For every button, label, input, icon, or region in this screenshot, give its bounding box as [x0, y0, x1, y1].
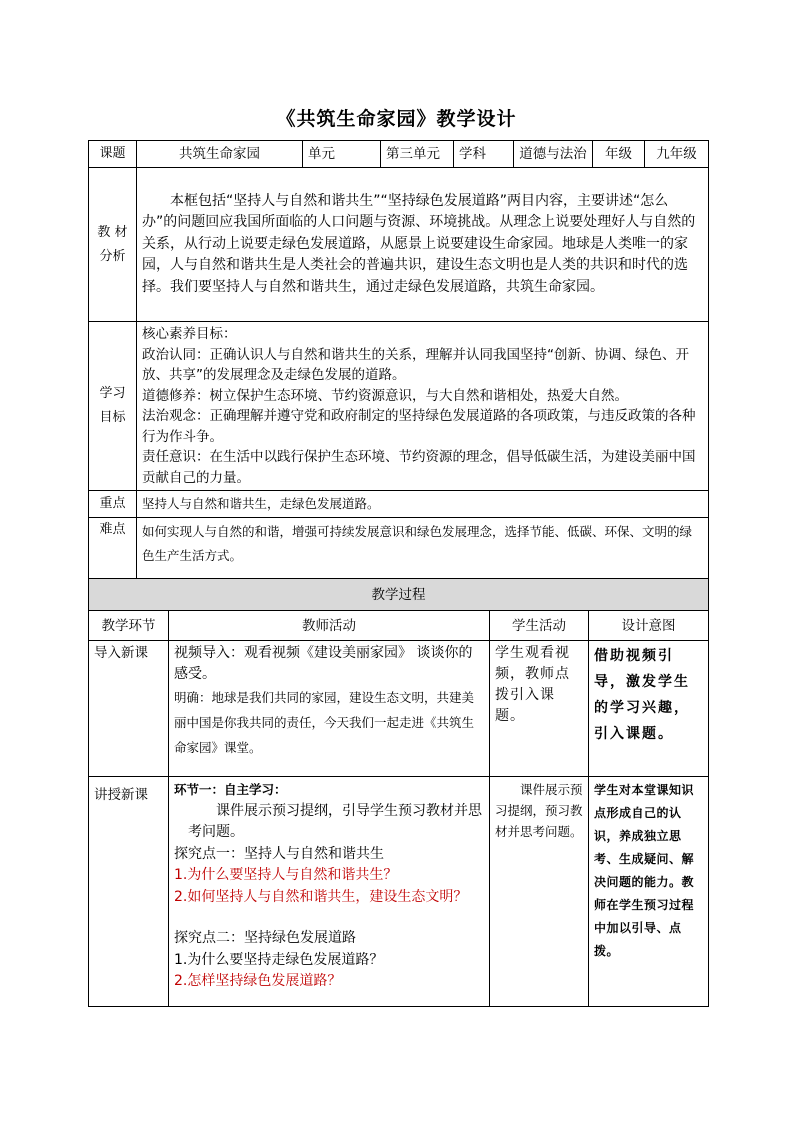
col-intent: 设计意图 — [589, 611, 709, 641]
col-stage: 教学环节 — [89, 611, 169, 641]
new-intent: 学生对本堂课知识点形成自己的认识，养成独立思考、生成疑问、解决问题的能力。教师在学生预习过程中加以引导、点拨。 — [589, 777, 709, 1007]
subject-label: 学科 — [454, 141, 514, 168]
unit-value: 第三单元 — [381, 141, 454, 168]
intro-student: 学生观看视频，教师点拨引入课题。 — [490, 641, 589, 777]
new-student: 课件展示预习提纲，预习教材并思考问题。 — [490, 777, 589, 1007]
topic-label: 课题 — [89, 141, 137, 168]
goal-line: 责任意识：在生活中以践行保护生态环境、节约资源的理念，倡导低碳生活，为建设美丽中国贡献自己的力量。 — [142, 449, 696, 486]
new-lesson-row — [89, 777, 709, 1007]
process-table — [88, 578, 709, 1007]
intro-teacher: 视频导入：观看视频《建设美丽家园》 谈谈你的感受。 明确：地球是我们共同的家园，建设生态文明，共建美丽中国是你我共同的责任，今天我们一起走进《共筑生命家园》课堂。 — [169, 641, 490, 777]
goals-row — [89, 322, 709, 491]
intro-intent: 借助视频引导，激发学生的学习兴趣，引入课题。 — [589, 641, 709, 777]
goal-line: 核心素养目标： — [142, 326, 237, 342]
analysis-text: 本框包括“坚持人与自然和谐共生”“坚持绿色发展道路”两目内容，主要讲述“怎么办”的问题回应我国所面临的人口问题与资源、环境挑战。从理念上说要处理好人与自然的关系，从行动上说要走绿色发展道路，从愿景上说要建设生命家园。地球是人类唯一的家园，人与自然和谐共生是人类社会的普遍共识，建设生态文明也是人类的共识和时代的选择。我们要坚持人与自然和谐共生，通过走绿色发展道路，共筑生命家园。 — [137, 168, 709, 322]
difficulty-row — [89, 518, 709, 580]
intro-stage: 导入新课 — [89, 641, 169, 777]
unit-label: 单元 — [303, 141, 381, 168]
key-label: 重点 — [89, 491, 137, 518]
goal-line: 法治观念：正确理解并遵守党和政府制定的坚持绿色发展道路的各项政策，与违反政策的各种行为作斗争。 — [142, 408, 696, 445]
grade-value: 九年级 — [645, 141, 709, 168]
topic-value: 共筑生命家园 — [137, 141, 303, 168]
intro-row — [89, 641, 709, 777]
key-text: 坚持人与自然和谐共生，走绿色发展道路。 — [137, 491, 709, 518]
new-teacher: 环节一：自主学习： 课件展示预习提纲，引导学生预习教材并思考问题。 探究点一：坚持人与自然和谐共生 1.为什么要坚持人与自然和谐共生？ 2.如何坚持人与自然和谐共生，建设生态文明？ 探究点二：坚持绿色发展道路 1.为什么要坚持走绿色发展道路？ 2.怎样坚持绿色发展道路？ — [169, 777, 490, 1007]
new-stage: 讲授新课 — [89, 777, 169, 1007]
analysis-label: 教 材 分析 — [89, 168, 137, 322]
goals-text — [137, 322, 709, 491]
goal-line: 道德修养：树立保护生态环境、节约资源意识，与大自然和谐相处，热爱大自然。 — [142, 387, 628, 404]
overview-table — [88, 140, 709, 580]
goal-line: 政治认同：正确认识人与自然和谐共生的关系，理解并认同我国坚持“创新、协调、绿色、开放、共享”的发展理念及走绿色发展的道路。 — [142, 346, 689, 383]
analysis-row — [89, 168, 709, 322]
process-heading: 教学过程 — [89, 579, 709, 611]
difficulty-text: 如何实现人与自然的和谐，增强可持续发展意识和绿色发展理念，选择节能、低碳、环保、文明的绿色生产生活方式。 — [137, 518, 709, 580]
key-row — [89, 491, 709, 518]
col-teacher: 教师活动 — [169, 611, 490, 641]
difficulty-label: 难点 — [89, 518, 137, 580]
grade-label: 年级 — [593, 141, 645, 168]
process-heading-row — [89, 579, 709, 611]
column-header-row — [89, 611, 709, 641]
header-row — [89, 141, 709, 168]
page-title: 《共筑生命家园》教学设计 — [276, 108, 517, 130]
col-student: 学生活动 — [490, 611, 589, 641]
subject-value: 道德与法治 — [514, 141, 593, 168]
goals-label: 学习 目标 — [89, 322, 137, 491]
